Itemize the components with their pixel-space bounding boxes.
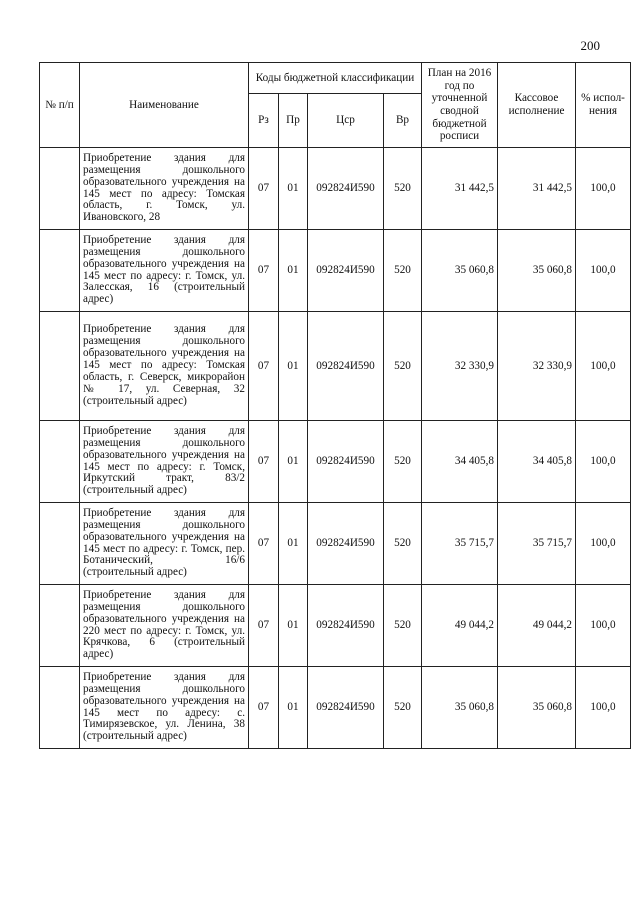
header-csr: Цср [308, 94, 384, 148]
cell-pr: 01 [279, 585, 308, 667]
cell-rz: 07 [249, 148, 279, 230]
cell-csr: 092824И590 [308, 230, 384, 312]
header-cash-execution: Кассовое исполнение [498, 63, 576, 148]
cell-vr: 520 [384, 148, 422, 230]
header-plan: План на 2016 год по уточненной сводной бюджетной росписи [422, 63, 498, 148]
cell-name: Приобретение здания для размещения дошкольного образовательного учреждения на 220 мест по адресу: г. Томск, ул. Крячкова, 6 (строительный адрес) [80, 585, 249, 667]
cell-num [40, 503, 80, 585]
cell-percent: 100,0 [576, 667, 631, 749]
cell-num [40, 667, 80, 749]
cell-csr: 092824И590 [308, 148, 384, 230]
cell-name: Приобретение здания для размещения дошкольного образовательного учреждения на 145 мест по адресу: Томская область, г. Северск, микрорайон № 17, ул. Северная, 32 (строительный адрес) [80, 312, 249, 421]
table-body [40, 148, 631, 749]
table-row [40, 667, 631, 749]
table-row [40, 312, 631, 421]
header-percent: % испол-нения [576, 63, 631, 148]
cell-csr: 092824И590 [308, 585, 384, 667]
cell-plan: 35 060,8 [422, 667, 498, 749]
cell-rz: 07 [249, 585, 279, 667]
cell-plan: 32 330,9 [422, 312, 498, 421]
cell-cash: 35 060,8 [498, 230, 576, 312]
cell-plan: 35 060,8 [422, 230, 498, 312]
cell-percent: 100,0 [576, 503, 631, 585]
cell-rz: 07 [249, 312, 279, 421]
cell-num [40, 312, 80, 421]
cell-pr: 01 [279, 148, 308, 230]
cell-percent: 100,0 [576, 230, 631, 312]
cell-rz: 07 [249, 421, 279, 503]
cell-cash: 35 060,8 [498, 667, 576, 749]
header-budget-codes: Коды бюджетной классификации [249, 63, 422, 94]
cell-num [40, 585, 80, 667]
cell-pr: 01 [279, 421, 308, 503]
cell-cash: 35 715,7 [498, 503, 576, 585]
cell-rz: 07 [249, 230, 279, 312]
table-row [40, 148, 631, 230]
cell-vr: 520 [384, 312, 422, 421]
cell-csr: 092824И590 [308, 421, 384, 503]
table-row [40, 421, 631, 503]
cell-vr: 520 [384, 421, 422, 503]
cell-vr: 520 [384, 667, 422, 749]
cell-csr: 092824И590 [308, 312, 384, 421]
header-vr: Вр [384, 94, 422, 148]
cell-cash: 32 330,9 [498, 312, 576, 421]
cell-cash: 34 405,8 [498, 421, 576, 503]
cell-percent: 100,0 [576, 148, 631, 230]
cell-name: Приобретение здания для размещения дошкольного образовательного учреждения на 145 мест по адресу: г. Томск, ул. Залесская, 16 (строительный адрес) [80, 230, 249, 312]
cell-percent: 100,0 [576, 421, 631, 503]
cell-csr: 092824И590 [308, 503, 384, 585]
cell-vr: 520 [384, 585, 422, 667]
budget-execution-table [39, 62, 631, 749]
cell-num [40, 421, 80, 503]
cell-name: Приобретение здания для размещения дошкольного образовательного учреждения на 145 мест по адресу: с. Тимирязевское, ул. Ленина, 38 (строительный адрес) [80, 667, 249, 749]
cell-pr: 01 [279, 312, 308, 421]
cell-percent: 100,0 [576, 312, 631, 421]
header-name: Наименование [80, 63, 249, 148]
cell-plan: 35 715,7 [422, 503, 498, 585]
page-number: 200 [580, 38, 600, 53]
table-row [40, 503, 631, 585]
cell-plan: 34 405,8 [422, 421, 498, 503]
cell-num [40, 148, 80, 230]
cell-pr: 01 [279, 230, 308, 312]
table-row [40, 585, 631, 667]
cell-name: Приобретение здания для размещения дошкольного образовательного учреждения на 145 мест по адресу: г. Томск, Иркутский тракт, 83/2 (строительный адрес) [80, 421, 249, 503]
cell-vr: 520 [384, 230, 422, 312]
header-row-top [40, 63, 631, 94]
cell-pr: 01 [279, 503, 308, 585]
cell-rz: 07 [249, 503, 279, 585]
cell-plan: 49 044,2 [422, 585, 498, 667]
table-header [40, 63, 631, 148]
cell-cash: 49 044,2 [498, 585, 576, 667]
header-pr: Пр [279, 94, 308, 148]
cell-name: Приобретение здания для размещения дошкольного образовательного учреждения на 145 мест по адресу: г. Томск, пер. Ботанический, 16/6 (строительный адрес) [80, 503, 249, 585]
cell-name: Приобретение здания для размещения дошкольного образовательного учреждения на 145 мест по адресу: Томская область, г. Томск, ул. Ивановского, 28 [80, 148, 249, 230]
table-row [40, 230, 631, 312]
cell-csr: 092824И590 [308, 667, 384, 749]
header-rz: Рз [249, 94, 279, 148]
cell-percent: 100,0 [576, 585, 631, 667]
cell-vr: 520 [384, 503, 422, 585]
cell-plan: 31 442,5 [422, 148, 498, 230]
cell-pr: 01 [279, 667, 308, 749]
cell-num [40, 230, 80, 312]
cell-rz: 07 [249, 667, 279, 749]
cell-cash: 31 442,5 [498, 148, 576, 230]
header-num: № п/п [40, 63, 80, 148]
